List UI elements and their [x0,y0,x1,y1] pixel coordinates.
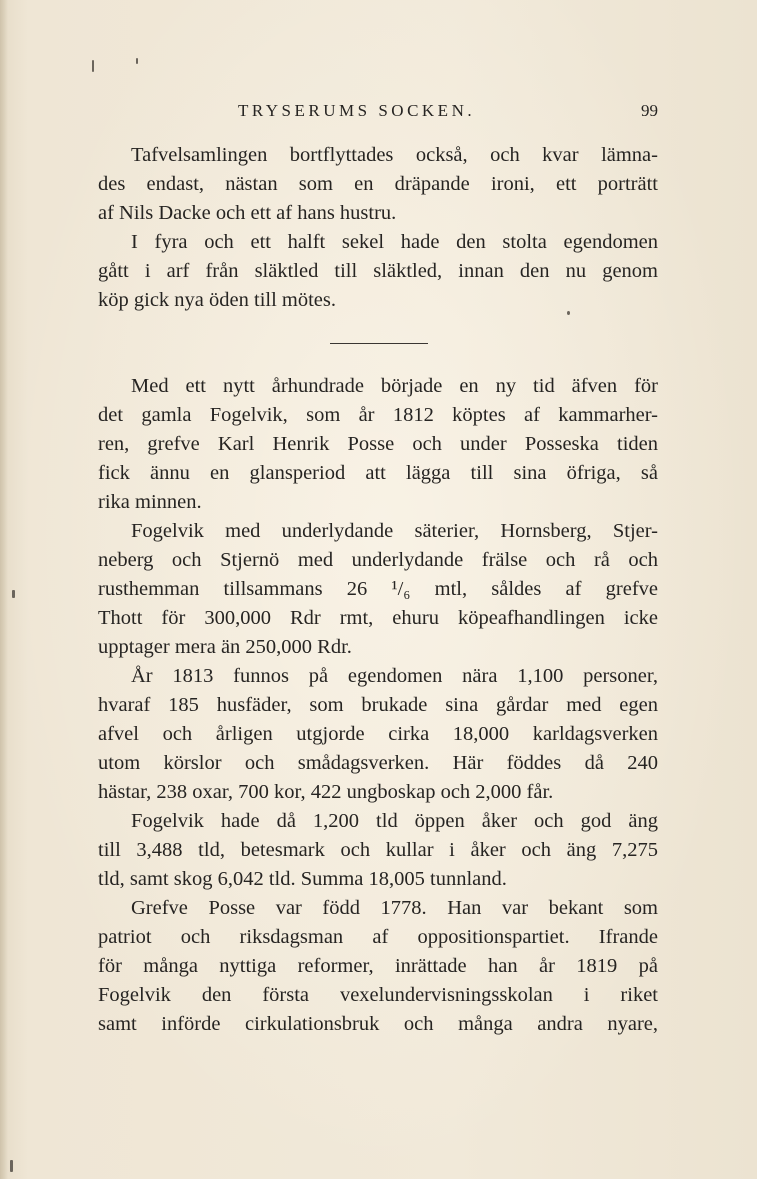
text-line: rika minnen. [98,491,202,513]
paper-mark [12,590,15,598]
text-line: gått i arf från släktled till släktled, innan den nu genom [98,260,658,282]
text-line: afvel och årligen utgjorde cirka 18,000 karldagsverken [98,723,658,745]
paper-mark [136,58,138,64]
text-line: Fogelvik hade då 1,200 tld öppen åker och god äng [131,810,658,832]
text-line: upptager mera än 250,000 Rdr. [98,636,352,658]
text-line: af Nils Dacke och ett af hans hustru. [98,202,397,224]
text-line: utom körslor och smådagsverken. Här föddes då 240 [98,752,658,774]
text-line: ren, grefve Karl Henrik Posse och under Posseska tiden [98,433,658,455]
text-line: Fogelvik den första vexelundervisningsskolan i riket [98,984,658,1006]
text-line: tld, samt skog 6,042 tld. Summa 18,005 tunnland. [98,868,507,890]
text-line: Med ett nytt århundrade började en ny tid äfven för [131,375,658,397]
text-line: rusthemman tillsammans 26 ¹/₆ mtl, såldes af grefve [98,578,658,600]
text-line: köp gick nya öden till mötes. [98,289,336,311]
text-line: Thott för 300,000 Rdr rmt, ehuru köpeafhandlingen icke [98,607,658,629]
text-line: för många nyttiga reformer, inrättade han år 1819 på [98,955,658,977]
paper-mark [92,60,94,72]
text-line: Tafvelsamlingen bortflyttades också, och kvar lämna- [131,144,658,166]
text-line: neberg och Stjernö med underlydande frälse och rå och [98,549,658,571]
text-line: det gamla Fogelvik, som år 1812 köptes af kammarher- [98,404,658,426]
text-line: Fogelvik med underlydande säterier, Hornsberg, Stjer- [131,520,658,542]
running-title: TRYSERUMS SOCKEN. [238,101,476,120]
text-line: hästar, 238 oxar, 700 kor, 422 ungboskap och 2,000 får. [98,781,554,803]
text-line: År 1813 funnos på egendomen nära 1,100 personer, [131,665,658,687]
section-separator [330,343,428,344]
text-line: till 3,488 tld, betesmark och kullar i åker och äng 7,275 [98,839,658,861]
text-line: I fyra och ett halft sekel hade den stolta egendomen [131,231,658,253]
page-gutter-shadow [0,0,8,1179]
text-line: fick ännu en glansperiod att lägga till sina öfriga, så [98,462,658,484]
text-line: hvaraf 185 husfäder, som brukade sina gårdar med egen [98,694,658,716]
text-line: Grefve Posse var född 1778. Han var bekant som [131,897,658,919]
text-line: patriot och riksdagsman af oppositionspartiet. Ifrande [98,926,658,948]
page-header [98,101,658,125]
text-line: samt införde cirkulationsbruk och många andra nyare, [98,1013,658,1035]
paper-mark [10,1160,13,1172]
page-number: 99 [641,101,658,120]
paper-mark [567,311,570,315]
text-line: des endast, nästan som en dräpande ironi, ett porträtt [98,173,658,195]
